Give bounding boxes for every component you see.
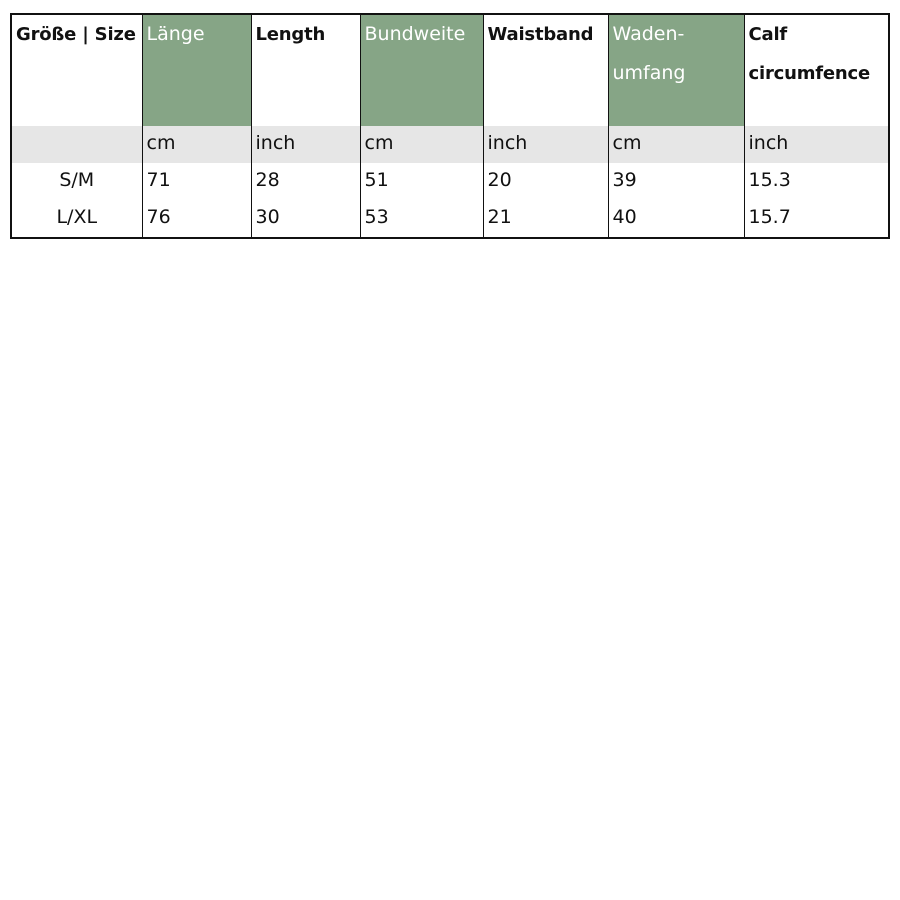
header-calf-circumference: Calf circumfence <box>744 14 889 126</box>
size-label: L/XL <box>56 206 98 228</box>
size-label: S/M <box>59 169 95 191</box>
table-cell: 51 <box>360 163 483 200</box>
table-cell: 40 <box>608 200 744 238</box>
header-wadenumfang: Waden- umfang <box>608 14 744 126</box>
table-cell: 15.7 <box>744 200 889 238</box>
unit-cell: cm <box>142 126 251 163</box>
header-waistband: Waistband <box>483 14 608 126</box>
table-cell: 76 <box>142 200 251 238</box>
table-row <box>11 200 889 238</box>
unit-cell: cm <box>360 126 483 163</box>
table-cell: 39 <box>608 163 744 200</box>
table-cell: 21 <box>483 200 608 238</box>
table-cell: 30 <box>251 200 360 238</box>
table-cell: 28 <box>251 163 360 200</box>
unit-cell: inch <box>251 126 360 163</box>
header-length: Length <box>251 14 360 126</box>
header-laenge: Länge <box>142 14 251 126</box>
unit-cell: inch <box>483 126 608 163</box>
unit-cell: inch <box>744 126 889 163</box>
header-row <box>11 14 889 126</box>
unit-cell: cm <box>608 126 744 163</box>
unit-cell <box>11 126 142 163</box>
header-bundweite: Bundweite <box>360 14 483 126</box>
table-cell: 20 <box>483 163 608 200</box>
table-cell: 71 <box>142 163 251 200</box>
header-size: Größe | Size <box>16 24 136 45</box>
table-cell: 15.3 <box>744 163 889 200</box>
table-row <box>11 163 889 200</box>
size-chart-table <box>10 13 890 239</box>
table-cell: 53 <box>360 200 483 238</box>
unit-row <box>11 126 889 163</box>
